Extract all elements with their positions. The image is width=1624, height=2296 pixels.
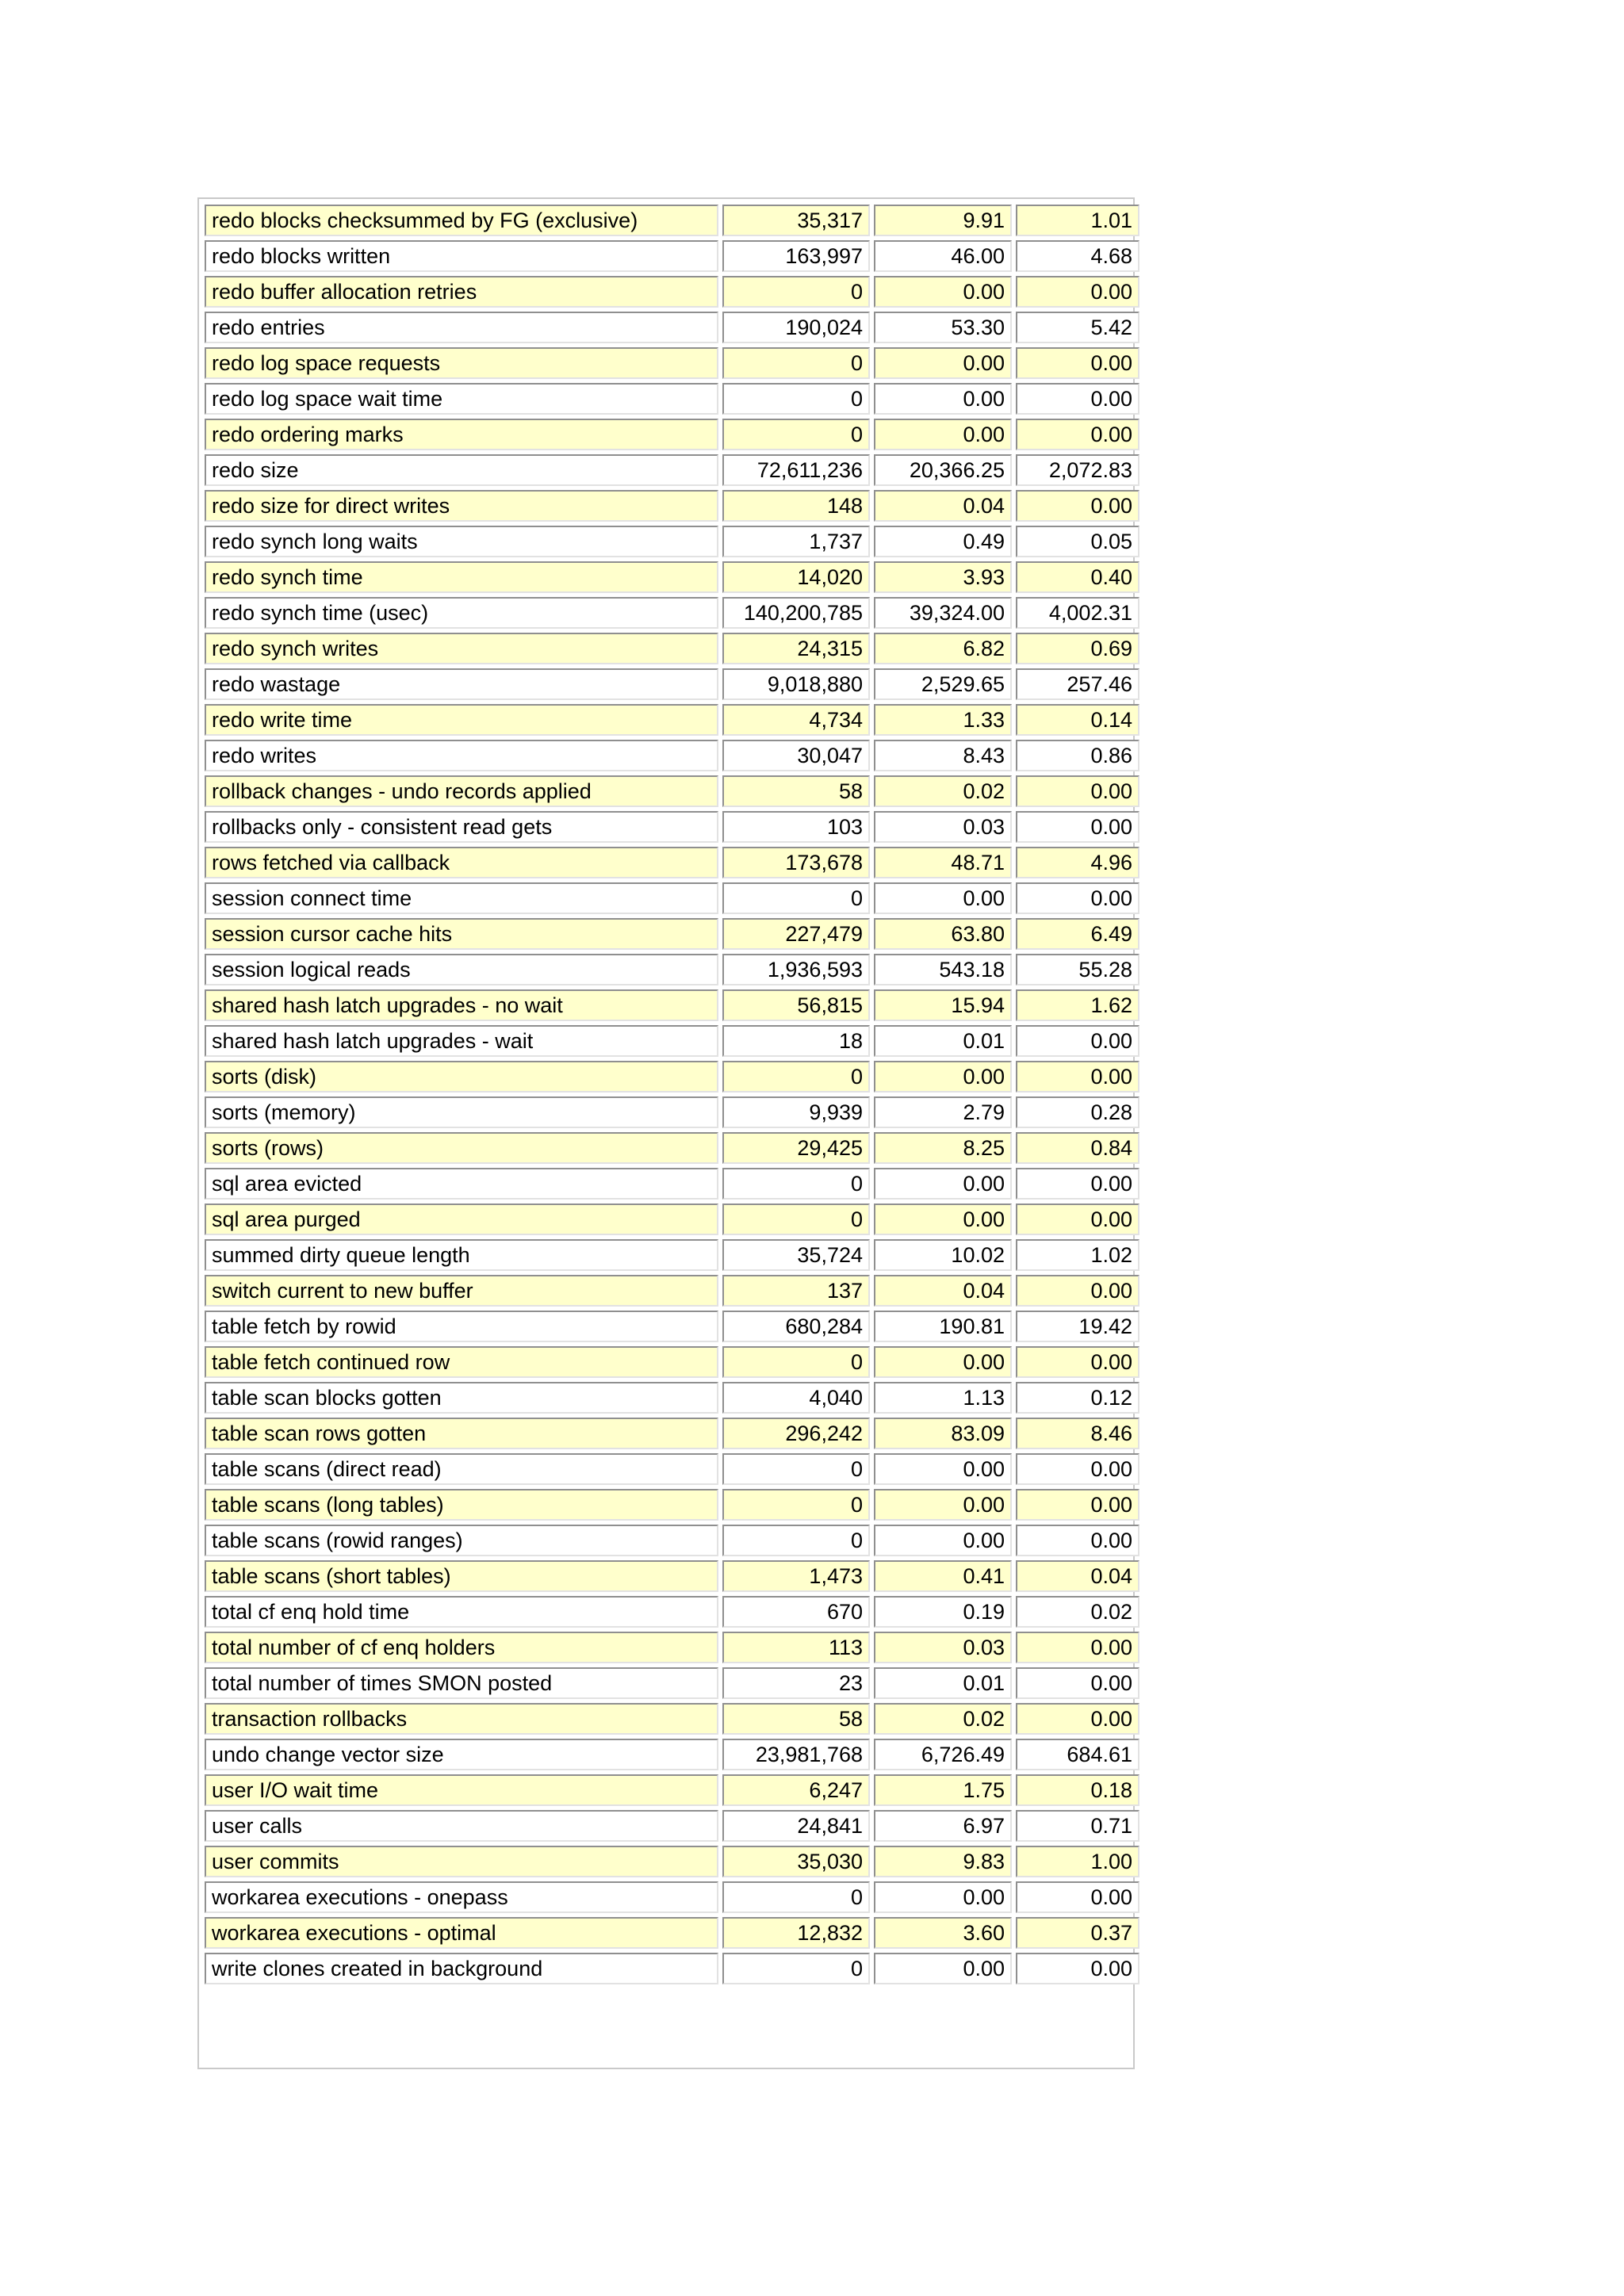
statistic-per-second-cell: 1.33 [874, 704, 1012, 736]
statistics-table-body [205, 205, 1139, 1984]
statistic-name-cell: redo entries [205, 312, 718, 343]
statistic-per-second-cell: 0.00 [874, 1203, 1012, 1235]
statistic-per-trans-cell: 0.69 [1016, 633, 1139, 664]
statistic-total-cell: 4,734 [722, 704, 870, 736]
statistic-per-trans-cell: 1.02 [1016, 1239, 1139, 1271]
statistic-name-cell: shared hash latch upgrades - no wait [205, 989, 718, 1021]
table-row [205, 597, 1139, 629]
statistic-total-cell: 190,024 [722, 312, 870, 343]
statistic-name-cell: session logical reads [205, 954, 718, 985]
table-row [205, 1382, 1139, 1414]
statistic-name-cell: redo blocks written [205, 240, 718, 272]
statistic-per-trans-cell: 0.28 [1016, 1096, 1139, 1128]
statistic-per-trans-cell: 0.00 [1016, 1203, 1139, 1235]
statistic-per-second-cell: 0.04 [874, 1275, 1012, 1307]
statistic-per-trans-cell: 0.40 [1016, 561, 1139, 593]
statistic-total-cell: 23,981,768 [722, 1739, 870, 1770]
statistic-name-cell: workarea executions - optimal [205, 1917, 718, 1949]
statistic-per-second-cell: 3.93 [874, 561, 1012, 593]
table-row [205, 1203, 1139, 1235]
statistic-per-trans-cell: 4,002.31 [1016, 597, 1139, 629]
statistic-total-cell: 0 [722, 1203, 870, 1235]
statistic-name-cell: table fetch by rowid [205, 1311, 718, 1342]
table-row [205, 740, 1139, 771]
statistic-per-trans-cell: 1.01 [1016, 205, 1139, 236]
statistic-per-trans-cell: 8.46 [1016, 1418, 1139, 1449]
statistic-per-trans-cell: 0.00 [1016, 1881, 1139, 1913]
table-row [205, 989, 1139, 1021]
statistic-per-second-cell: 0.00 [874, 1881, 1012, 1913]
statistic-per-trans-cell: 0.00 [1016, 1275, 1139, 1307]
statistic-per-trans-cell: 0.14 [1016, 704, 1139, 736]
statistic-per-second-cell: 83.09 [874, 1418, 1012, 1449]
table-row [205, 1632, 1139, 1663]
table-row [205, 1881, 1139, 1913]
table-row [205, 704, 1139, 736]
statistic-name-cell: undo change vector size [205, 1739, 718, 1770]
statistic-per-trans-cell: 0.00 [1016, 1525, 1139, 1556]
table-row [205, 1132, 1139, 1164]
statistic-total-cell: 1,936,593 [722, 954, 870, 985]
statistic-per-trans-cell: 0.00 [1016, 1061, 1139, 1093]
statistic-total-cell: 0 [722, 1346, 870, 1378]
statistic-name-cell: redo synch time [205, 561, 718, 593]
statistic-name-cell: sorts (disk) [205, 1061, 718, 1093]
statistic-per-trans-cell: 1.00 [1016, 1846, 1139, 1877]
statistic-per-trans-cell: 55.28 [1016, 954, 1139, 985]
statistic-per-second-cell: 63.80 [874, 918, 1012, 950]
statistic-name-cell: sql area evicted [205, 1168, 718, 1200]
table-row [205, 847, 1139, 878]
statistic-name-cell: total cf enq hold time [205, 1596, 718, 1628]
statistic-per-trans-cell: 0.00 [1016, 882, 1139, 914]
table-row [205, 1346, 1139, 1378]
statistic-per-trans-cell: 4.96 [1016, 847, 1139, 878]
table-row [205, 1774, 1139, 1806]
table-row [205, 205, 1139, 236]
statistic-total-cell: 0 [722, 1525, 870, 1556]
statistic-total-cell: 29,425 [722, 1132, 870, 1164]
statistic-per-second-cell: 0.49 [874, 526, 1012, 557]
table-row [205, 1275, 1139, 1307]
statistic-name-cell: sql area purged [205, 1203, 718, 1235]
statistic-per-second-cell: 1.75 [874, 1774, 1012, 1806]
statistic-total-cell: 296,242 [722, 1418, 870, 1449]
table-row [205, 1025, 1139, 1057]
table-row [205, 1667, 1139, 1699]
statistic-total-cell: 0 [722, 383, 870, 415]
statistic-name-cell: rows fetched via callback [205, 847, 718, 878]
statistic-per-trans-cell: 0.00 [1016, 1453, 1139, 1485]
statistic-total-cell: 173,678 [722, 847, 870, 878]
statistic-name-cell: session connect time [205, 882, 718, 914]
statistic-total-cell: 24,315 [722, 633, 870, 664]
table-row [205, 1810, 1139, 1842]
statistic-name-cell: redo log space wait time [205, 383, 718, 415]
statistic-name-cell: total number of cf enq holders [205, 1632, 718, 1663]
statistic-per-second-cell: 0.00 [874, 1489, 1012, 1521]
statistic-per-second-cell: 0.00 [874, 347, 1012, 379]
statistic-total-cell: 12,832 [722, 1917, 870, 1949]
statistic-per-trans-cell: 0.71 [1016, 1810, 1139, 1842]
statistic-name-cell: redo ordering marks [205, 419, 718, 450]
statistic-per-second-cell: 8.43 [874, 740, 1012, 771]
statistic-per-second-cell: 0.01 [874, 1025, 1012, 1057]
statistic-total-cell: 163,997 [722, 240, 870, 272]
statistic-per-trans-cell: 0.05 [1016, 526, 1139, 557]
statistic-total-cell: 24,841 [722, 1810, 870, 1842]
statistic-total-cell: 1,473 [722, 1560, 870, 1592]
statistic-per-second-cell: 10.02 [874, 1239, 1012, 1271]
statistic-total-cell: 9,018,880 [722, 668, 870, 700]
statistic-total-cell: 4,040 [722, 1382, 870, 1414]
statistic-per-trans-cell: 4.68 [1016, 240, 1139, 272]
statistic-name-cell: total number of times SMON posted [205, 1667, 718, 1699]
table-row [205, 419, 1139, 450]
statistic-per-second-cell: 0.00 [874, 1525, 1012, 1556]
statistic-per-second-cell: 190.81 [874, 1311, 1012, 1342]
statistic-total-cell: 0 [722, 882, 870, 914]
statistic-total-cell: 0 [722, 1453, 870, 1485]
statistic-per-trans-cell: 5.42 [1016, 312, 1139, 343]
statistics-table-frame [197, 197, 1135, 2069]
statistic-name-cell: user calls [205, 1810, 718, 1842]
table-row [205, 1739, 1139, 1770]
table-row [205, 347, 1139, 379]
table-row [205, 882, 1139, 914]
statistic-name-cell: summed dirty queue length [205, 1239, 718, 1271]
statistic-name-cell: redo size for direct writes [205, 490, 718, 522]
statistic-total-cell: 18 [722, 1025, 870, 1057]
table-row [205, 811, 1139, 843]
table-row [205, 1560, 1139, 1592]
statistic-per-second-cell: 0.03 [874, 811, 1012, 843]
statistic-name-cell: redo buffer allocation retries [205, 276, 718, 308]
statistic-per-second-cell: 6.97 [874, 1810, 1012, 1842]
statistic-total-cell: 680,284 [722, 1311, 870, 1342]
table-row [205, 1239, 1139, 1271]
statistic-per-trans-cell: 0.00 [1016, 1489, 1139, 1521]
statistic-per-trans-cell: 1.62 [1016, 989, 1139, 1021]
statistic-per-second-cell: 20,366.25 [874, 454, 1012, 486]
statistic-total-cell: 148 [722, 490, 870, 522]
table-row [205, 1061, 1139, 1093]
statistic-total-cell: 1,737 [722, 526, 870, 557]
statistic-name-cell: redo wastage [205, 668, 718, 700]
statistic-per-trans-cell: 0.12 [1016, 1382, 1139, 1414]
statistic-total-cell: 14,020 [722, 561, 870, 593]
statistic-per-second-cell: 0.00 [874, 1953, 1012, 1984]
statistic-per-second-cell: 15.94 [874, 989, 1012, 1021]
statistic-name-cell: table scan rows gotten [205, 1418, 718, 1449]
statistic-name-cell: switch current to new buffer [205, 1275, 718, 1307]
statistic-per-trans-cell: 6.49 [1016, 918, 1139, 950]
statistic-total-cell: 35,724 [722, 1239, 870, 1271]
statistic-per-second-cell: 0.02 [874, 775, 1012, 807]
statistic-per-second-cell: 0.03 [874, 1632, 1012, 1663]
statistic-name-cell: redo size [205, 454, 718, 486]
statistic-per-second-cell: 0.00 [874, 1346, 1012, 1378]
statistic-per-trans-cell: 0.00 [1016, 383, 1139, 415]
statistic-per-trans-cell: 0.00 [1016, 419, 1139, 450]
statistic-per-second-cell: 0.04 [874, 490, 1012, 522]
statistic-name-cell: rollbacks only - consistent read gets [205, 811, 718, 843]
statistic-per-second-cell: 0.19 [874, 1596, 1012, 1628]
table-row [205, 1703, 1139, 1735]
table-row [205, 1953, 1139, 1984]
statistic-per-second-cell: 9.83 [874, 1846, 1012, 1877]
statistic-name-cell: table scans (short tables) [205, 1560, 718, 1592]
statistic-per-trans-cell: 0.00 [1016, 811, 1139, 843]
statistic-total-cell: 0 [722, 1168, 870, 1200]
statistic-per-trans-cell: 19.42 [1016, 1311, 1139, 1342]
table-row [205, 490, 1139, 522]
statistic-total-cell: 227,479 [722, 918, 870, 950]
statistic-name-cell: redo blocks checksummed by FG (exclusive) [205, 205, 718, 236]
statistic-per-second-cell: 0.00 [874, 276, 1012, 308]
statistic-per-trans-cell: 684.61 [1016, 1739, 1139, 1770]
table-row [205, 1917, 1139, 1949]
statistic-total-cell: 30,047 [722, 740, 870, 771]
statistic-per-trans-cell: 0.02 [1016, 1596, 1139, 1628]
statistic-total-cell: 0 [722, 1881, 870, 1913]
statistic-total-cell: 56,815 [722, 989, 870, 1021]
statistic-name-cell: transaction rollbacks [205, 1703, 718, 1735]
table-row [205, 1096, 1139, 1128]
table-row [205, 1418, 1139, 1449]
statistic-total-cell: 0 [722, 1489, 870, 1521]
statistic-name-cell: table scans (direct read) [205, 1453, 718, 1485]
statistic-per-second-cell: 1.13 [874, 1382, 1012, 1414]
statistic-per-second-cell: 0.00 [874, 1453, 1012, 1485]
statistic-per-second-cell: 0.00 [874, 1168, 1012, 1200]
statistic-per-trans-cell: 0.37 [1016, 1917, 1139, 1949]
statistic-name-cell: redo log space requests [205, 347, 718, 379]
statistic-total-cell: 35,030 [722, 1846, 870, 1877]
statistic-name-cell: table scan blocks gotten [205, 1382, 718, 1414]
statistic-total-cell: 0 [722, 276, 870, 308]
table-row [205, 633, 1139, 664]
statistics-table [201, 201, 1143, 1988]
statistic-total-cell: 58 [722, 1703, 870, 1735]
statistic-per-second-cell: 2,529.65 [874, 668, 1012, 700]
statistic-per-second-cell: 9.91 [874, 205, 1012, 236]
table-row [205, 312, 1139, 343]
statistic-per-second-cell: 0.00 [874, 882, 1012, 914]
statistic-total-cell: 137 [722, 1275, 870, 1307]
table-row [205, 668, 1139, 700]
statistic-per-trans-cell: 0.00 [1016, 1703, 1139, 1735]
statistic-per-trans-cell: 0.00 [1016, 1346, 1139, 1378]
table-row [205, 1846, 1139, 1877]
statistic-total-cell: 0 [722, 1953, 870, 1984]
statistic-total-cell: 35,317 [722, 205, 870, 236]
statistic-name-cell: shared hash latch upgrades - wait [205, 1025, 718, 1057]
statistic-name-cell: redo writes [205, 740, 718, 771]
statistic-per-second-cell: 2.79 [874, 1096, 1012, 1128]
statistic-total-cell: 670 [722, 1596, 870, 1628]
statistic-name-cell: user commits [205, 1846, 718, 1877]
statistic-per-trans-cell: 2,072.83 [1016, 454, 1139, 486]
table-row [205, 775, 1139, 807]
statistic-per-trans-cell: 0.00 [1016, 1667, 1139, 1699]
statistic-per-trans-cell: 0.00 [1016, 490, 1139, 522]
table-row [205, 954, 1139, 985]
statistic-name-cell: redo synch writes [205, 633, 718, 664]
statistic-per-second-cell: 0.00 [874, 383, 1012, 415]
table-row [205, 526, 1139, 557]
statistic-per-second-cell: 3.60 [874, 1917, 1012, 1949]
statistic-per-trans-cell: 0.00 [1016, 347, 1139, 379]
statistic-name-cell: redo write time [205, 704, 718, 736]
statistic-name-cell: redo synch long waits [205, 526, 718, 557]
statistic-total-cell: 23 [722, 1667, 870, 1699]
statistic-name-cell: redo synch time (usec) [205, 597, 718, 629]
statistic-per-second-cell: 0.01 [874, 1667, 1012, 1699]
statistic-per-trans-cell: 0.00 [1016, 775, 1139, 807]
table-row [205, 918, 1139, 950]
statistic-per-trans-cell: 0.00 [1016, 1025, 1139, 1057]
statistic-name-cell: table scans (rowid ranges) [205, 1525, 718, 1556]
statistic-per-trans-cell: 0.84 [1016, 1132, 1139, 1164]
statistic-total-cell: 0 [722, 347, 870, 379]
statistic-total-cell: 103 [722, 811, 870, 843]
statistic-per-second-cell: 0.41 [874, 1560, 1012, 1592]
statistic-name-cell: rollback changes - undo records applied [205, 775, 718, 807]
table-row [205, 1168, 1139, 1200]
statistic-per-second-cell: 6.82 [874, 633, 1012, 664]
table-row [205, 1311, 1139, 1342]
statistic-per-second-cell: 543.18 [874, 954, 1012, 985]
statistic-per-second-cell: 0.00 [874, 419, 1012, 450]
statistic-per-trans-cell: 257.46 [1016, 668, 1139, 700]
statistic-per-second-cell: 46.00 [874, 240, 1012, 272]
statistic-name-cell: workarea executions - onepass [205, 1881, 718, 1913]
table-row [205, 561, 1139, 593]
statistic-total-cell: 140,200,785 [722, 597, 870, 629]
statistic-total-cell: 0 [722, 419, 870, 450]
table-row [205, 1525, 1139, 1556]
statistic-per-second-cell: 0.00 [874, 1061, 1012, 1093]
statistic-total-cell: 9,939 [722, 1096, 870, 1128]
statistic-per-trans-cell: 0.00 [1016, 276, 1139, 308]
statistic-total-cell: 58 [722, 775, 870, 807]
statistic-per-second-cell: 53.30 [874, 312, 1012, 343]
table-row [205, 240, 1139, 272]
statistic-per-trans-cell: 0.00 [1016, 1953, 1139, 1984]
statistic-name-cell: table scans (long tables) [205, 1489, 718, 1521]
statistic-per-trans-cell: 0.04 [1016, 1560, 1139, 1592]
table-row [205, 1489, 1139, 1521]
table-row [205, 1453, 1139, 1485]
statistic-name-cell: write clones created in background [205, 1953, 718, 1984]
statistic-per-trans-cell: 0.86 [1016, 740, 1139, 771]
statistic-per-second-cell: 39,324.00 [874, 597, 1012, 629]
statistic-per-second-cell: 6,726.49 [874, 1739, 1012, 1770]
statistic-per-trans-cell: 0.18 [1016, 1774, 1139, 1806]
statistic-name-cell: table fetch continued row [205, 1346, 718, 1378]
statistic-total-cell: 113 [722, 1632, 870, 1663]
statistic-name-cell: sorts (memory) [205, 1096, 718, 1128]
statistic-total-cell: 72,611,236 [722, 454, 870, 486]
statistic-per-second-cell: 0.02 [874, 1703, 1012, 1735]
table-row [205, 1596, 1139, 1628]
table-row [205, 454, 1139, 486]
statistic-per-trans-cell: 0.00 [1016, 1632, 1139, 1663]
statistic-name-cell: session cursor cache hits [205, 918, 718, 950]
statistic-name-cell: sorts (rows) [205, 1132, 718, 1164]
statistic-per-second-cell: 8.25 [874, 1132, 1012, 1164]
table-row [205, 383, 1139, 415]
statistic-per-second-cell: 48.71 [874, 847, 1012, 878]
statistic-total-cell: 6,247 [722, 1774, 870, 1806]
table-row [205, 276, 1139, 308]
statistic-name-cell: user I/O wait time [205, 1774, 718, 1806]
statistic-per-trans-cell: 0.00 [1016, 1168, 1139, 1200]
statistic-total-cell: 0 [722, 1061, 870, 1093]
